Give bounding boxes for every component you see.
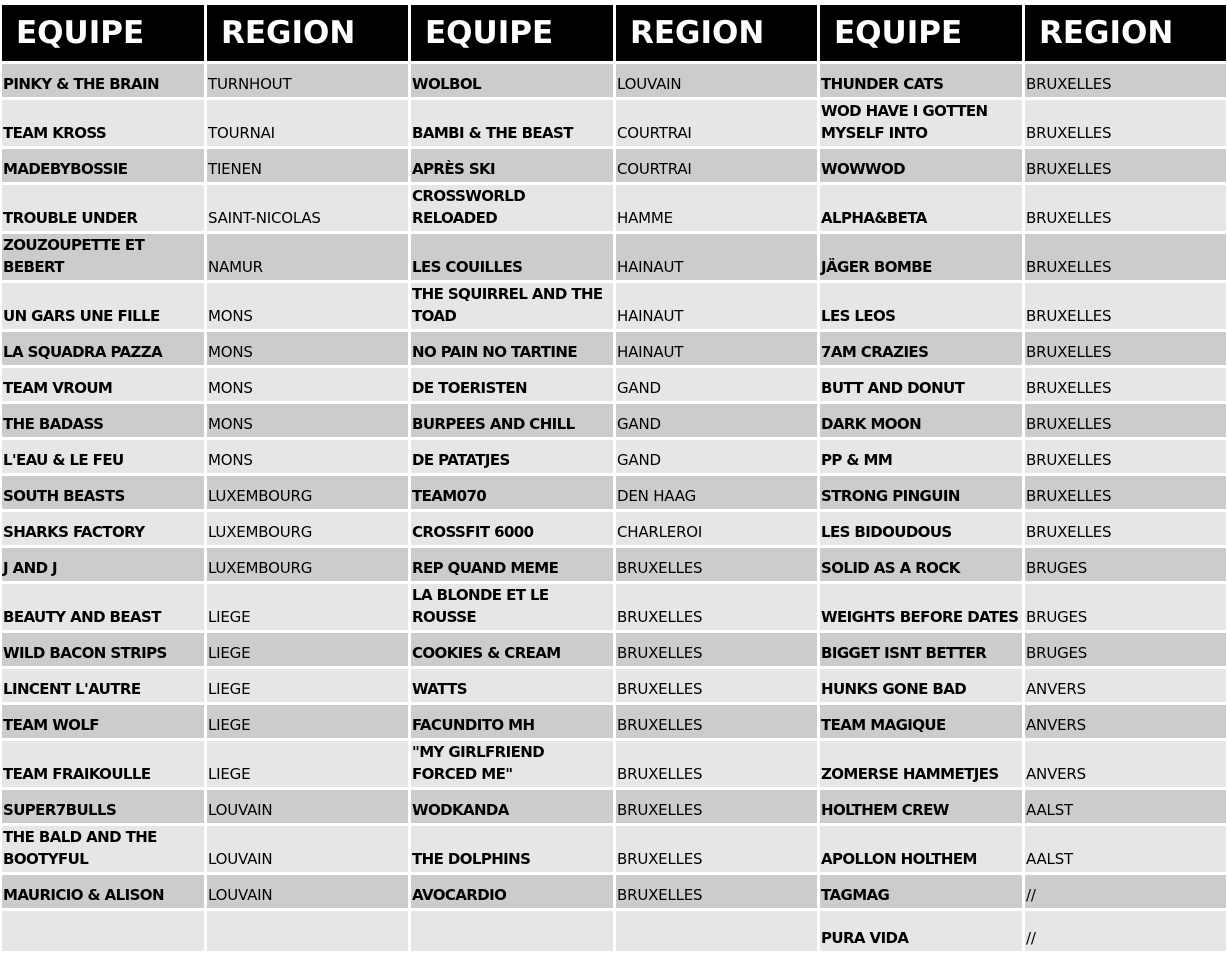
team-name-cell: THE DOLPHINS	[411, 826, 613, 872]
team-name-cell: TEAM070	[411, 476, 613, 509]
team-name-cell: ZOUZOUPETTE ET BEBERT	[2, 234, 204, 280]
region-cell: COURTRAI	[616, 100, 817, 146]
team-name-cell: DE PATATJES	[411, 440, 613, 473]
region-cell: BRUXELLES	[1025, 283, 1226, 329]
team-name-cell: THUNDER CATS	[820, 64, 1022, 97]
team-name-cell: WEIGHTS BEFORE DATES	[820, 584, 1022, 630]
region-cell	[616, 911, 817, 951]
region-cell: DEN HAAG	[616, 476, 817, 509]
region-cell: BRUXELLES	[1025, 185, 1226, 231]
region-cell: LOUVAIN	[207, 826, 408, 872]
team-name-cell: PINKY & THE BRAIN	[2, 64, 204, 97]
region-cell: BRUXELLES	[1025, 149, 1226, 182]
team-name-cell: WOLBOL	[411, 64, 613, 97]
team-name-cell: WODKANDA	[411, 790, 613, 823]
team-name-cell: ALPHA&BETA	[820, 185, 1022, 231]
header-region-3: REGION	[1025, 5, 1226, 61]
team-name-cell: TEAM KROSS	[2, 100, 204, 146]
region-cell	[207, 911, 408, 951]
region-cell: TIENEN	[207, 149, 408, 182]
region-cell: //	[1025, 875, 1226, 908]
region-cell: HAINAUT	[616, 283, 817, 329]
team-name-cell: 7AM CRAZIES	[820, 332, 1022, 365]
team-name-cell: LES LEOS	[820, 283, 1022, 329]
region-cell: BRUXELLES	[1025, 512, 1226, 545]
table-row	[2, 548, 1226, 581]
header-equipe-1: EQUIPE	[2, 5, 204, 61]
team-name-cell: SHARKS FACTORY	[2, 512, 204, 545]
region-cell: ANVERS	[1025, 669, 1226, 702]
region-cell: LUXEMBOURG	[207, 548, 408, 581]
table-row	[2, 476, 1226, 509]
header-region-2: REGION	[616, 5, 817, 61]
team-name-cell: APRÈS SKI	[411, 149, 613, 182]
region-cell: LIEGE	[207, 584, 408, 630]
region-cell: LOUVAIN	[207, 790, 408, 823]
region-cell: LOUVAIN	[616, 64, 817, 97]
team-name-cell: WOWWOD	[820, 149, 1022, 182]
team-name-cell: LES BIDOUDOUS	[820, 512, 1022, 545]
table-row	[2, 790, 1226, 823]
region-cell: LIEGE	[207, 669, 408, 702]
team-name-cell: LA SQUADRA PAZZA	[2, 332, 204, 365]
team-name-cell: L'EAU & LE FEU	[2, 440, 204, 473]
region-cell: AALST	[1025, 790, 1226, 823]
table-row	[2, 669, 1226, 702]
table-row	[2, 149, 1226, 182]
region-cell: BRUXELLES	[616, 548, 817, 581]
team-name-cell: THE SQUIRREL AND THE TOAD	[411, 283, 613, 329]
region-cell: BRUXELLES	[1025, 234, 1226, 280]
region-cell: //	[1025, 911, 1226, 951]
region-cell: ANVERS	[1025, 705, 1226, 738]
team-name-cell: LA BLONDE ET LE ROUSSE	[411, 584, 613, 630]
team-name-cell: COOKIES & CREAM	[411, 633, 613, 666]
region-cell: BRUXELLES	[616, 633, 817, 666]
teams-table	[0, 2, 1227, 954]
header-region-1: REGION	[207, 5, 408, 61]
region-cell: BRUGES	[1025, 548, 1226, 581]
team-name-cell: TROUBLE UNDER	[2, 185, 204, 231]
team-name-cell: BEAUTY AND BEAST	[2, 584, 204, 630]
team-name-cell: PURA VIDA	[820, 911, 1022, 951]
team-name-cell: HOLTHEM CREW	[820, 790, 1022, 823]
region-cell: BRUXELLES	[616, 875, 817, 908]
header-equipe-3: EQUIPE	[820, 5, 1022, 61]
table-row	[2, 705, 1226, 738]
team-name-cell: TEAM MAGIQUE	[820, 705, 1022, 738]
team-name-cell: HUNKS GONE BAD	[820, 669, 1022, 702]
region-cell: BRUXELLES	[1025, 100, 1226, 146]
region-cell: HAINAUT	[616, 332, 817, 365]
region-cell: BRUXELLES	[1025, 404, 1226, 437]
table-row	[2, 440, 1226, 473]
team-name-cell: TEAM FRAIKOULLE	[2, 741, 204, 787]
table-row	[2, 404, 1226, 437]
region-cell: BRUXELLES	[1025, 476, 1226, 509]
team-name-cell: MADEBYBOSSIE	[2, 149, 204, 182]
table-row	[2, 911, 1226, 951]
team-name-cell: BAMBI & THE BEAST	[411, 100, 613, 146]
table-row	[2, 185, 1226, 231]
table-row	[2, 100, 1226, 146]
region-cell: LOUVAIN	[207, 875, 408, 908]
team-name-cell: THE BADASS	[2, 404, 204, 437]
team-name-cell: STRONG PINGUIN	[820, 476, 1022, 509]
header-row	[2, 5, 1226, 61]
region-cell: BRUXELLES	[1025, 332, 1226, 365]
team-name-cell: CROSSWORLD RELOADED	[411, 185, 613, 231]
region-cell: MONS	[207, 404, 408, 437]
team-name-cell: WATTS	[411, 669, 613, 702]
team-name-cell: THE BALD AND THE BOOTYFUL	[2, 826, 204, 872]
region-cell: BRUGES	[1025, 584, 1226, 630]
team-name-cell: "MY GIRLFRIEND FORCED ME"	[411, 741, 613, 787]
team-name-cell: SUPER7BULLS	[2, 790, 204, 823]
region-cell: BRUXELLES	[616, 741, 817, 787]
region-cell: GAND	[616, 368, 817, 401]
region-cell: BRUXELLES	[1025, 440, 1226, 473]
region-cell: BRUXELLES	[616, 669, 817, 702]
table-row	[2, 512, 1226, 545]
table-row	[2, 368, 1226, 401]
team-name-cell: DE TOERISTEN	[411, 368, 613, 401]
region-cell: GAND	[616, 440, 817, 473]
table-row	[2, 741, 1226, 787]
region-cell: ANVERS	[1025, 741, 1226, 787]
region-cell: LUXEMBOURG	[207, 476, 408, 509]
team-name-cell: TEAM VROUM	[2, 368, 204, 401]
team-name-cell: LINCENT L'AUTRE	[2, 669, 204, 702]
region-cell: LIEGE	[207, 741, 408, 787]
region-cell: BRUXELLES	[616, 705, 817, 738]
team-name-cell: FACUNDITO MH	[411, 705, 613, 738]
team-name-cell: ZOMERSE HAMMETJES	[820, 741, 1022, 787]
region-cell: MONS	[207, 283, 408, 329]
team-name-cell: BIGGET ISNT BETTER	[820, 633, 1022, 666]
team-name-cell: DARK MOON	[820, 404, 1022, 437]
region-cell: BRUGES	[1025, 633, 1226, 666]
team-name-cell: CROSSFIT 6000	[411, 512, 613, 545]
team-name-cell: LES COUILLES	[411, 234, 613, 280]
region-cell: GAND	[616, 404, 817, 437]
region-cell: AALST	[1025, 826, 1226, 872]
team-name-cell: BURPEES AND CHILL	[411, 404, 613, 437]
region-cell: TURNHOUT	[207, 64, 408, 97]
team-name-cell: TEAM WOLF	[2, 705, 204, 738]
team-name-cell: JÄGER BOMBE	[820, 234, 1022, 280]
region-cell: LIEGE	[207, 633, 408, 666]
team-name-cell: PP & MM	[820, 440, 1022, 473]
team-name-cell: UN GARS UNE FILLE	[2, 283, 204, 329]
region-cell: MONS	[207, 332, 408, 365]
region-cell: SAINT-NICOLAS	[207, 185, 408, 231]
region-cell: BRUXELLES	[616, 584, 817, 630]
table-header	[2, 5, 1226, 61]
region-cell: BRUXELLES	[1025, 368, 1226, 401]
table-row	[2, 633, 1226, 666]
header-equipe-2: EQUIPE	[411, 5, 613, 61]
team-name-cell: BUTT AND DONUT	[820, 368, 1022, 401]
team-name-cell	[411, 911, 613, 951]
table-row	[2, 826, 1226, 872]
table-row	[2, 332, 1226, 365]
team-name-cell: SOLID AS A ROCK	[820, 548, 1022, 581]
region-cell: HAINAUT	[616, 234, 817, 280]
region-cell: CHARLEROI	[616, 512, 817, 545]
team-name-cell: WILD BACON STRIPS	[2, 633, 204, 666]
region-cell: TOURNAI	[207, 100, 408, 146]
team-name-cell: J AND J	[2, 548, 204, 581]
region-cell: NAMUR	[207, 234, 408, 280]
team-name-cell: SOUTH BEASTS	[2, 476, 204, 509]
region-cell: BRUXELLES	[616, 790, 817, 823]
table-body	[2, 64, 1226, 951]
region-cell: LIEGE	[207, 705, 408, 738]
team-name-cell: APOLLON HOLTHEM	[820, 826, 1022, 872]
table-row	[2, 234, 1226, 280]
region-cell: LUXEMBOURG	[207, 512, 408, 545]
table-row	[2, 64, 1226, 97]
table-row	[2, 584, 1226, 630]
team-name-cell: REP QUAND MEME	[411, 548, 613, 581]
region-cell: HAMME	[616, 185, 817, 231]
team-name-cell: TAGMAG	[820, 875, 1022, 908]
team-name-cell: WOD HAVE I GOTTEN MYSELF INTO	[820, 100, 1022, 146]
team-name-cell: MAURICIO & ALISON	[2, 875, 204, 908]
region-cell: BRUXELLES	[1025, 64, 1226, 97]
region-cell: MONS	[207, 440, 408, 473]
team-name-cell: AVOCARDIO	[411, 875, 613, 908]
table-row	[2, 875, 1226, 908]
team-name-cell: NO PAIN NO TARTINE	[411, 332, 613, 365]
team-name-cell	[2, 911, 204, 951]
region-cell: COURTRAI	[616, 149, 817, 182]
region-cell: MONS	[207, 368, 408, 401]
table-row	[2, 283, 1226, 329]
region-cell: BRUXELLES	[616, 826, 817, 872]
